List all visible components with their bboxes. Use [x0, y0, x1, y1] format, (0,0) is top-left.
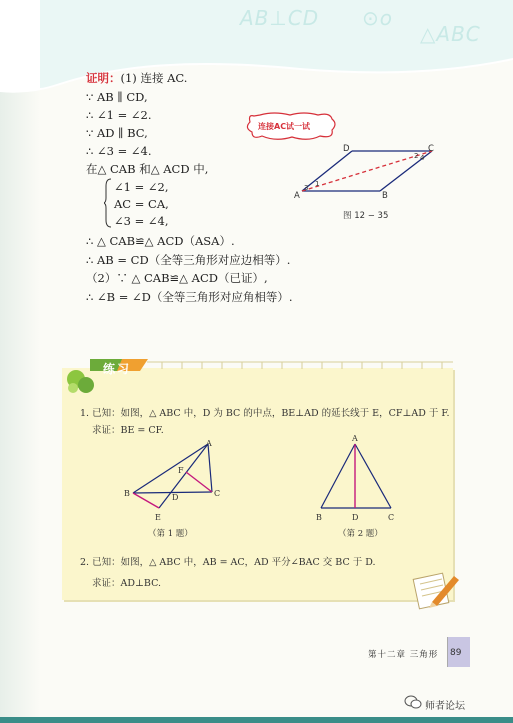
figure-caption: 图 12 − 35 — [343, 211, 389, 221]
proof-line: ∴ ∠3 = ∠4. — [86, 144, 152, 158]
notepad-pencil-icon — [412, 568, 462, 610]
proof-line: ∴ AB = CD（全等三角形对应边相等）. — [86, 253, 291, 267]
question-1-figure — [120, 438, 230, 520]
proof-line: ∴ ∠B = ∠D（全等三角形对应角相等）. — [86, 290, 293, 304]
proof-line: （2）∵ △ CAB≌△ ACD（已证）, — [86, 271, 268, 285]
figure-label-c: C — [428, 144, 434, 154]
watermark: 师者论坛 — [425, 701, 465, 712]
q2-label-a: A — [352, 434, 358, 443]
proof-label: 证明： — [86, 71, 121, 85]
header-formula-perpendicular: AB⊥CD — [240, 6, 320, 30]
figure-angle-4: 4 — [420, 154, 425, 162]
proof-line: ∠1 = ∠2, — [114, 180, 169, 194]
q2-label-b: B — [316, 513, 322, 522]
parallelogram-figure — [292, 138, 442, 208]
figure-label-d: D — [343, 144, 350, 154]
proof-line: ∴ △ CAB≌△ ACD（ASA）. — [86, 234, 235, 248]
page-binding-shade — [0, 0, 40, 723]
proof-first-line — [86, 70, 187, 86]
exercise-title: 练习 — [103, 362, 132, 376]
proof-line: AC = CA, — [114, 197, 169, 211]
q1-label-d: D — [172, 493, 179, 502]
proof-line: ∠3 = ∠4, — [114, 214, 169, 228]
q1-label-e: E — [155, 513, 161, 522]
proof-line: ∵ AD ∥ BC, — [86, 126, 148, 140]
figure-label-b: B — [382, 191, 388, 201]
q1-label-a: A — [206, 439, 212, 448]
question-1-prove: 求证：BE = CF. — [92, 425, 164, 436]
header-formula-circle: ⊙o — [362, 6, 393, 30]
figure-angle-2: 2 — [414, 152, 419, 160]
q1-label-f: F — [178, 466, 184, 475]
figure-label-a: A — [294, 191, 300, 201]
figure-angle-3: 3 — [304, 184, 309, 192]
chapter-title: 第十二章 三角形 — [368, 650, 439, 660]
bottom-strip — [0, 717, 513, 723]
proof-step-1: (1) 连接 AC. — [120, 71, 188, 85]
brace-icon — [104, 178, 112, 228]
proof-line: ∵ AB ∥ CD, — [86, 90, 148, 104]
header-formula-triangle: △ABC — [420, 22, 481, 46]
figure-angle-1: 1 — [315, 180, 320, 188]
question-2-statement: 2. 已知：如图，△ ABC 中，AB = AC，AD 平分∠BAC 交 BC 于 D. — [80, 557, 376, 568]
wechat-icon — [404, 695, 422, 709]
question-2-figure-caption: （第 2 题） — [338, 529, 383, 539]
q1-label-b: B — [124, 489, 130, 498]
hint-bubble-text: 连接AC试一试 — [258, 122, 311, 131]
proof-line: ∴ ∠1 = ∠2. — [86, 108, 152, 122]
question-1-figure-caption: （第 1 题） — [148, 529, 193, 539]
q2-label-d: D — [352, 513, 359, 522]
question-2-figure — [315, 440, 397, 515]
question-1-statement: 1. 已知：如图，△ ABC 中，D 为 BC 的中点，BE⊥AD 的延长线于 E，CF⊥AD 于 F. — [80, 408, 450, 419]
q1-label-c: C — [214, 489, 221, 498]
question-2-prove: 求证：AD⊥BC. — [92, 578, 162, 589]
proof-line: 在△ CAB 和△ ACD 中, — [86, 162, 209, 176]
q2-label-c: C — [388, 513, 395, 522]
page-number: 89 — [450, 648, 462, 658]
